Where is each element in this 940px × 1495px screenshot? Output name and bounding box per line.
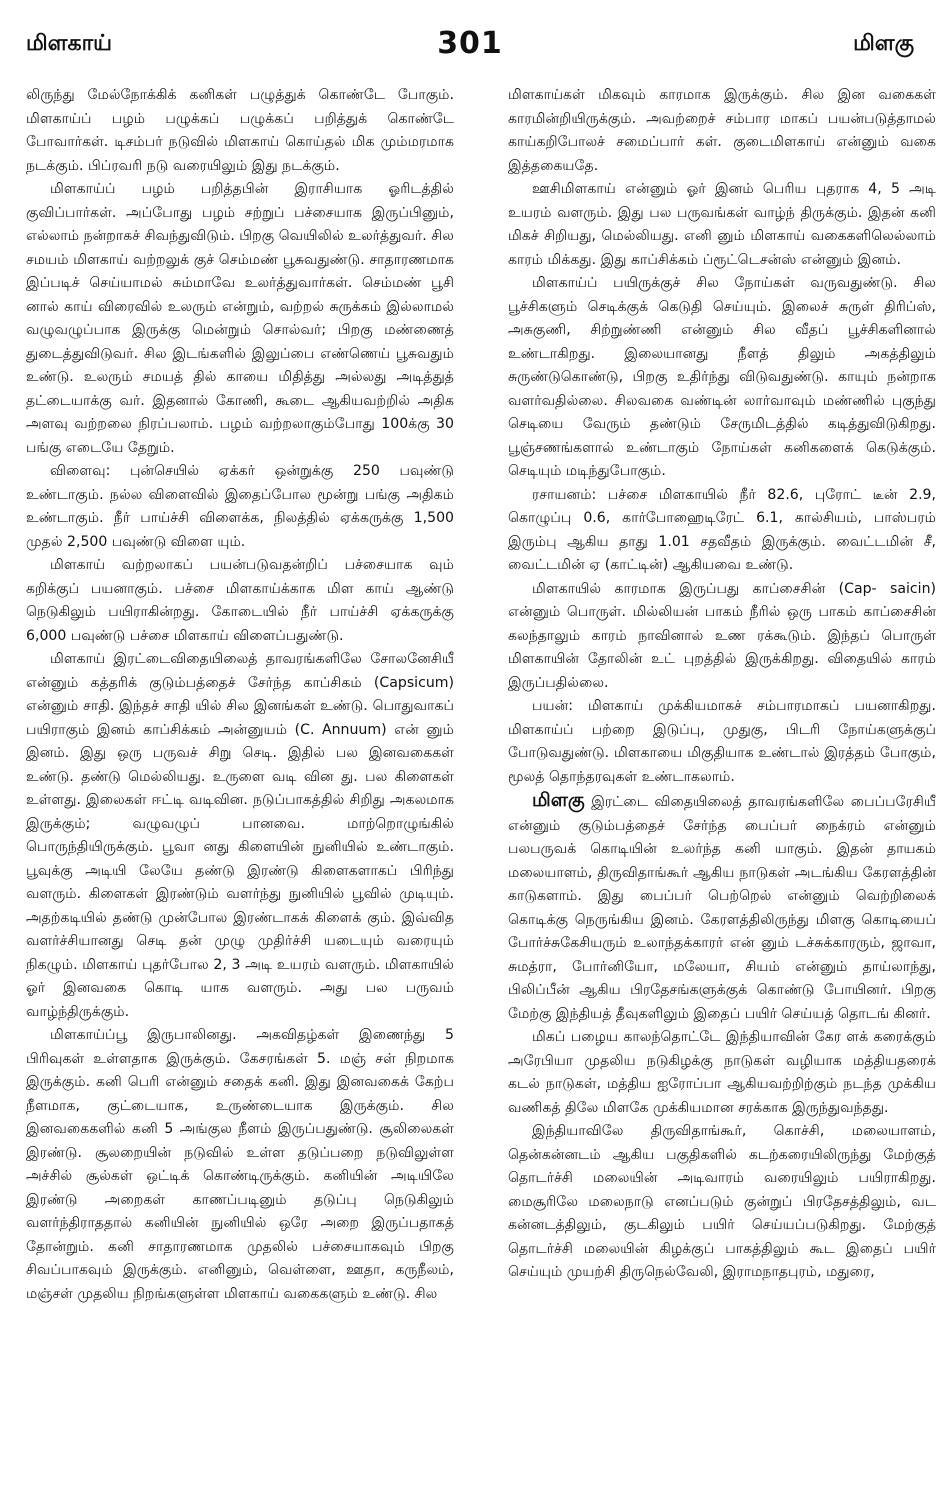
paragraph: மிளகாயில் காரமாக இருப்பது காப்சைசின் (Cap- saicin) என்னும் பொருள். மில்லியன் பாகம் நீரில் ஒரு பாகம் காப்சைசின் கலந்தாலும் காரம் நாவினால் உண ரக்கூடும். இந்தப் பொருள் மிளகாயின் தோலின் உட் புறத்தில் இருக்கிறது. விதையில் காரம் இருப்பதில்லை. xyxy=(508,580,936,691)
paragraph: மிளகாய்ப்பூ இருபாலினது. அகவிதழ்கள் இணைந்து 5 பிரிவுகள் உள்ளதாக இருக்கும். கேசரங்கள் 5. மஞ் சள் நிறமாக இருக்கும். கனி பெரி என்னும் சதைக் கனி. இது இனவகைக் கேற்ப நீளமாக, குட்டையாக, உருண்டையாக இருக்கும். சில இனவகைகளில் கனி 5 அங்குல நீளம் இருப்பதுண்டு. சூலிலைகள் இரண்டு. சூலறையின் நடுவில் உள்ள தடுப்பறை நடுவிலுள்ள அச்சில் சூல்கள் ஒட்டிக் கொண்டிருக்கும். கனியின் அடியிலே இரண்டு அறைகள் காணப்படினும் தடுப்பு நெடுகிலும் வளர்ந்திராததால் கனியின் நுனியில் ஒரே அறை இருப்பதாகத் தோன்றும். கனி சாதாரணமாக முதலில் பச்சையாகவும் பிறகு சிவப்பாகவும் இருக்கும். எனினும், வெள்ளை, ஊதா, கருநீலம், மஞ்சள் முதலிய நிறங்களுள்ள மிளகாய் வகைகளும் உண்டு. சில xyxy=(26,1027,454,1302)
paragraph: மிளகாய்ப் பயிருக்குச் சில நோய்கள் வருவதுண்டு. சில பூச்சிகளும் செடிக்குக் கெடுதி செய்யும். இலைச் சுருள் திரிப்ஸ், அசுகுணி, சிற்றுண்ணி என்னும் சில வீதப் பூச்சிகளினால் உண்டாகிறது. இலையானது நீளத் திலும் அகத்திலும் சுருண்டுகொண்டு, பிறகு உதிர்ந்து விடுவதுண்டு. காயும் நன்றாக வளர்வதில்லை. சிலவகை வண்டின் லார்வாவும் மண்ணில் புகுந்து செடியை வேரும் தண்டும் சேருமிடத்தில் கடித்துவிடுகிறது. பூஞ்சணங்களால் உண்டாகும் நோய்கள் கனிகளைக் கெடுக்கும். செடியும் மடிந்துபோகும். xyxy=(508,275,936,479)
paragraph: மிளகாய் இரட்டைவிதையிலைத் தாவரங்களிலே சோலனேசியீ என்னும் கத்தரிக் குடும்பத்தைச் சேர்ந்த காப்சிகம் (Capsicum) என்னும் சாதி. இந்தச் சாதி யில் சில இனங்கள் உண்டு. பொதுவாகப் பயிராகும் இனம் காப்சிக்கம் அன்னுயம் (C. Annuum) என் னும் இனம். இது ஒரு பருவச் சிறு செடி. இதில் பல இனவகைகள் உண்டு. தண்டு மெல்லியது. உருளை வடி வின து. பல கிளைகள் உள்ளது. இலைகள் ஈட்டி வடிவின. நடுப்பாகத்தில் சிறிது அகலமாக இருக்கும்; வழுவழுப் பானவை. மாற்றொழுங்கில் பொருந்தியிருக்கும். பூவா னது கிளையின் நுனியில் உண்டாகும். பூவுக்கு அடியி லேயே தண்டு இரண்டு கிளைகளாகப் பிரிந்து வளரும். கிளைகள் இரண்டும் வளர்ந்து நுனியில் பூவில் முடியும். அதற்கடியில் தண்டு முன்போல இரண்டாகக் கிளைக் கும். இவ்வித வளர்ச்சியானது செடி தன் முழு முதிர்ச்சி யடையும் வரையும் நிகழும். மிளகாய் புதர்போல 2, 3 அடி உயரம் வளரும். மிளகாயில் ஓர் இனவகை கொடி யாக வளரும். அது பல பருவம் வாழ்ந்திருக்கும். xyxy=(26,651,454,1020)
entry-text: இரட்டை விதையிலைத் தாவரங்களிலே பைப்பரேசியீ என்னும் குடும்பத்தைச் சேர்ந்த பைப்பர் நைக்ரம் என்னும் பலபருவக் கொடியின் உலர்ந்த கனி யாகும். இதன் தாயகம் மலையாளம், திருவிதாங்கூர் ஆகிய நாடுகள் அடங்கிய கேரளத்தின் காடுகளாம். இது பைப்பர் பெற்றெல் என்னும் வெற்றிலைக் கொடிக்கு நெருங்கிய இனம். கேரளத்திலிருந்து மிளகு கொடியைப் போர்ச்சுகேசியரும் உலாந்தக்காரர் என் னும் டச்சுக்காரரும், ஜாவா, சுமத்ரா, போர்னியோ, மலேயா, சியம் என்னும் தாய்லாந்து, பிலிப்பீன் ஆகிய பிரதேசங்களுக்குக் கொண்டு போயினர். பிறகு மேற்கு இந்தியத் தீவுகளிலும் இதைப் பயிர் செய்யத் தொடங் கினர். xyxy=(508,794,936,1022)
left-guide-word: மிளகாய் xyxy=(26,31,112,56)
paragraph: இந்தியாவிலே திருவிதாங்கூர், கொச்சி, மலையாளம், தென்கன்னடம் ஆகிய பகுதிகளில் கடற்கரையிலிருந்து மேற்குத் தொடர்ச்சி மலையின் அடிவாரம் வரையிலும் பயிராகிறது. மைசூரிலே மலைநாடு எனப்படும் குன்றுப் பிரதேசத்திலும், வட கன்னடத்திலும், குடகிலும் பயிர் செய்யப்படுகிறது. மேற்குத் தொடர்ச்சி மலையின் கிழக்குப் பாகத்திலும் கூட இதைப் பயிர் செய்யும் முயற்சி திருநெல்வேலி, இராமநாதபுரம், மதுரை, xyxy=(508,1123,936,1280)
paragraph: ரசாயனம்: பச்சை மிளகாயில் நீர் 82.6, புரோட் டீன் 2.9, கொழுப்பு 0.6, கார்போஹைடிரேட் 6.1, கால்சியம், பாஸ்பரம் இரும்பு ஆகிய தாது 1.01 சதவீதம் இருக்கும். வைட்டமின் சீ, வைட்டமின் ஏ (காட்டின்) ஆகியவை உண்டு. xyxy=(508,486,936,573)
paragraph: ஊசிமிளகாய் என்னும் ஓர் இனம் பெரிய புதராக 4, 5 அடி உயரம் வளரும். இது பல பருவங்கள் வாழ்ந் திருக்கும். இதன் கனி மிகச் சிறியது, மெல்லியது. எனி னும் மிளகாய் வகைகளிலெல்லாம் காரம் மிக்கது. இது காப்சிக்கம் ப்ரூட்டெசன்ஸ் என்னும் இனம். xyxy=(508,181,936,268)
running-header xyxy=(26,26,914,66)
left-column xyxy=(26,84,454,1306)
entry-paragraph xyxy=(508,789,936,1026)
paragraph: மிளகாய்கள் மிகவும் காரமாக இருக்கும். சில இன வகைகள் காரமின்றியிருக்கும். அவற்றைச் சம்பார மாகப் பயன்படுத்தாமல் காய்கறிபோலச் சமைப்பார் கள். குடைமிளகாய் என்னும் வகை இத்தகையதே. xyxy=(508,87,936,174)
right-guide-word: மிளகு xyxy=(853,31,914,56)
paragraph: விளைவு: புன்செயில் ஏக்கர் ஒன்றுக்கு 250 பவுண்டு உண்டாகும். நல்ல விளைவில் இதைப்போல மூன்று பங்கு அதிகம் உண்டாகும். நீர் பாய்ச்சி விளைக்க, நிலத்தில் ஏக்கருக்கு 1,500 முதல் 2,500 பவுண்டு விளை யும். xyxy=(26,463,454,550)
page-number: 301 xyxy=(437,26,503,61)
paragraph: பயன்: மிளகாய் முக்கியமாகச் சம்பாரமாகப் பயனாகிறது. மிளகாய்ப் பற்றை இடுப்பு, முதுகு, பிடரி நோய்களுக்குப் போடுவதுண்டு. மிளகாயை மிகுதியாக உண்டால் இரத்தம் போகும், மூலத் தொந்தரவுகள் உண்டாகலாம். xyxy=(508,698,936,785)
paragraph: மிளகாய்ப் பழம் பறித்தபின் இராசியாக ஓரிடத்தில் குவிப்பார்கள். அப்போது பழம் சற்றுப் பச்சையாக இருப்பினும், எல்லாம் நன்றாகச் சிவந்துவிடும். பிறகு வெயிலில் உலர்த்துவர். சில சமயம் மிளகாய் வற்றலுக் குச் செம்மண் பூசுவதுண்டு. சாதாரணமாக இப்படிச் செய்யாமல் சும்மாவே உலர்த்துவார்கள். செம்மண் பூசி னால் காய் விரைவில் உலரும் என்றும், வற்றல் சுருக்கம் இல்லாமல் வழுவழுப்பாக இருக்கு மென்றும் சொல்வர்; பிறகு மண்ணைத் துடைத்துவிடுவர். சில இடங்களில் இலுப்பை எண்ணெய் பூசுவதும் உண்டு. உலரும் சமயத் தில் காயை மிதித்து அல்லது அடித்துத் தட்டையாக்கு வர். இதனால் கோணி, கூடை ஆகியவற்றில் அதிக அளவு வற்றலை நிரப்பலாம். பழம் வற்றலாகும்போது 100க்கு 30 பங்கு எடையே தேறும். xyxy=(26,181,454,456)
paragraph: மிளகாய் வற்றலாகப் பயன்படுவதன்றிப் பச்சையாக வும் கறிக்குப் பயனாகும். பச்சை மிளகாய்க்காக மிள காய் ஆண்டு நெடுகிலும் பயிராகின்றது. கோடையில் நீர் பாய்ச்சி ஏக்கருக்கு 6,000 பவுண்டு பச்சை மிளகாய் விளைப்பதுண்டு. xyxy=(26,557,454,644)
paragraph: லிருந்து மேல்நோக்கிக் கனிகள் பழுத்துக் கொண்டே போகும். மிளகாய்ப் பழம் பழுக்கப் பழுக்கப் பறித்துக் கொண்டே போவார்கள். டிசம்பர் நடுவில் மிளகாய் கொய்தல் மிக மும்மரமாக நடக்கும். பிப்ரவரி நடு வரையிலும் இது நடக்கும். xyxy=(26,87,454,174)
entry-headword: மிளகு xyxy=(532,789,585,811)
right-column xyxy=(508,84,936,1285)
paragraph: மிகப் பழைய காலந்தொட்டே இந்தியாவின் கேர ளக் கரைக்கும் அரேபியா முதலிய நடுகிழக்கு நாடுகள் வழியாக மத்தியதரைக் கடல் நாடுகள், மத்திய ஐரோப்பா ஆகியவற்றிற்கும் நடந்த முக்கிய வணிகத் திலே மிளகே முக்கியமான சரக்காக இருந்துவந்தது. xyxy=(508,1029,936,1116)
